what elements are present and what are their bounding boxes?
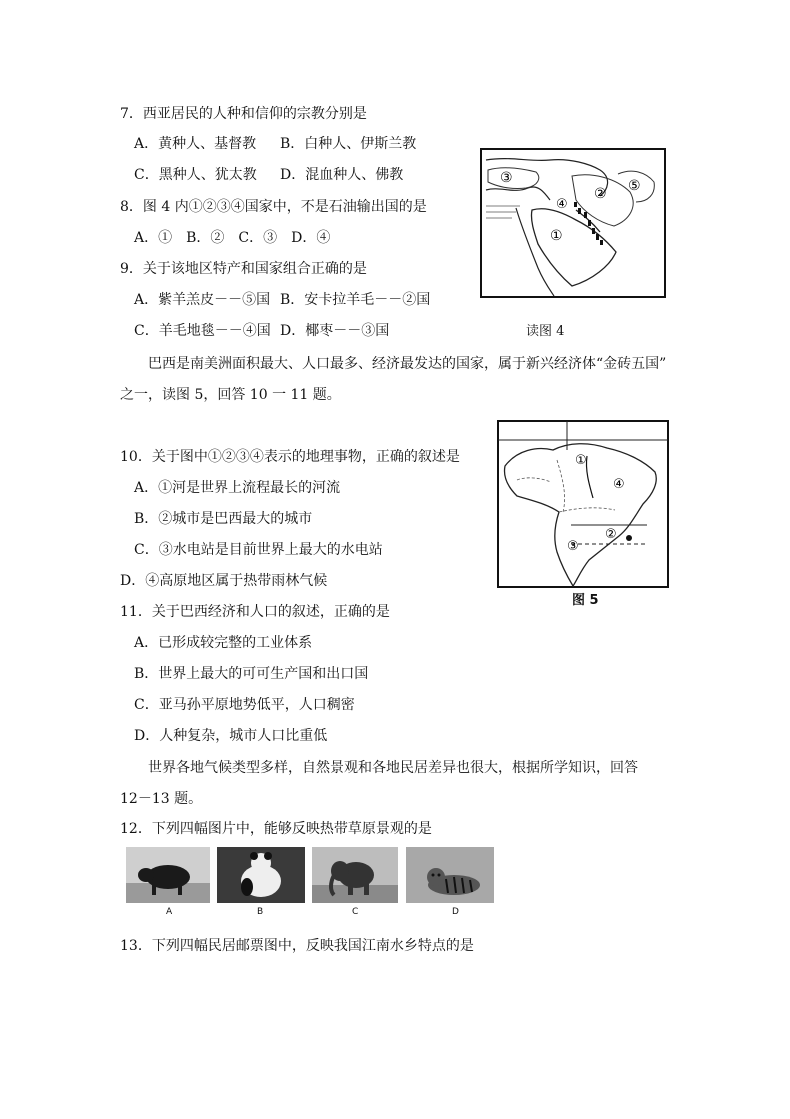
q11-option-a: A．已形成较完整的工业体系 <box>134 635 313 651</box>
photo-c-label: C <box>352 907 359 917</box>
climate-intro-line1: 世界各地气候类型多样，自然景观和各地民居差异也很大，根据所学知识，回答 <box>148 760 638 776</box>
figure-5-brazil-map <box>497 420 669 588</box>
q10-stem: 10．关于图中①②③④表示的地理事物，正确的叙述是 <box>120 449 460 465</box>
q10-option-d: D．④高原地区属于热带雨林气候 <box>120 573 328 589</box>
brazil-intro-line2: 之一，读图 5，回答 10 一 11 题。 <box>120 387 341 403</box>
q7-stem: 7．西亚居民的人种和信仰的宗教分别是 <box>120 106 367 122</box>
q13-stem: 13．下列四幅民居邮票图中，反映我国江南水乡特点的是 <box>120 938 474 954</box>
q9-stem: 9．关于该地区特产和国家组合正确的是 <box>120 261 367 277</box>
fig4-label-2: ② <box>594 186 607 202</box>
fig4-label-4: ④ <box>556 197 568 212</box>
q9-option-c: C．羊毛地毯－－④国 <box>134 323 271 339</box>
q7-option-c: C．黑种人、犹太教 <box>134 167 257 183</box>
q7-option-d: D．混血种人、佛教 <box>280 167 404 183</box>
q11-option-c: C．亚马孙平原地势低平，人口稠密 <box>134 697 355 713</box>
fig5-label-3: ③ <box>567 539 579 554</box>
q10-option-a: A．①河是世界上流程最长的河流 <box>134 480 341 496</box>
q8-options: A．① B．② C．③ D．④ <box>134 230 331 246</box>
photo-c-elephant <box>312 847 398 903</box>
q10-option-b: B．②城市是巴西最大的城市 <box>134 511 313 527</box>
photo-d-label: D <box>452 907 459 917</box>
q11-option-b: B．世界上最大的可可生产国和出口国 <box>134 666 369 682</box>
climate-intro-line2: 12－13 题。 <box>120 791 203 807</box>
q9-option-a: A．紫羊羔皮－－⑤国 <box>134 292 271 308</box>
q8-stem: 8．图 4 内①②③④国家中，不是石油输出国的是 <box>120 199 427 215</box>
photo-b-panda <box>217 847 305 903</box>
fig5-label-2: ② <box>605 527 617 542</box>
q9-option-d: D．椰枣－－③国 <box>280 323 390 339</box>
q12-stem: 12．下列四幅图片中，能够反映热带草原景观的是 <box>120 821 432 837</box>
fig4-label-5: ⑤ <box>628 178 641 194</box>
photo-d-tiger <box>406 847 494 903</box>
fig4-label-1: ① <box>550 228 563 244</box>
photo-b-label: B <box>257 907 264 917</box>
fig5-label-1: ① <box>575 453 587 468</box>
photo-a-yak <box>126 847 210 903</box>
figure-5-caption: 图 5 <box>572 593 599 608</box>
figure-4-caption: 读图 4 <box>526 324 565 339</box>
q11-option-d: D．人种复杂，城市人口比重低 <box>134 728 328 744</box>
q9-option-b: B．安卡拉羊毛－－②国 <box>280 292 431 308</box>
fig5-label-4: ④ <box>613 477 625 492</box>
photo-a-label: A <box>166 907 173 917</box>
q7-option-b: B．白种人、伊斯兰教 <box>280 136 417 152</box>
figure-4-west-asia-map <box>480 148 666 298</box>
q11-stem: 11．关于巴西经济和人口的叙述，正确的是 <box>120 604 390 620</box>
q10-option-c: C．③水电站是目前世界上最大的水电站 <box>134 542 383 558</box>
fig4-label-3: ③ <box>500 170 513 186</box>
brazil-intro-line1: 巴西是南美洲面积最大、人口最多、经济最发达的国家，属于新兴经济体“金砖五国” <box>148 356 667 372</box>
q7-option-a: A．黄种人、基督教 <box>134 136 257 152</box>
